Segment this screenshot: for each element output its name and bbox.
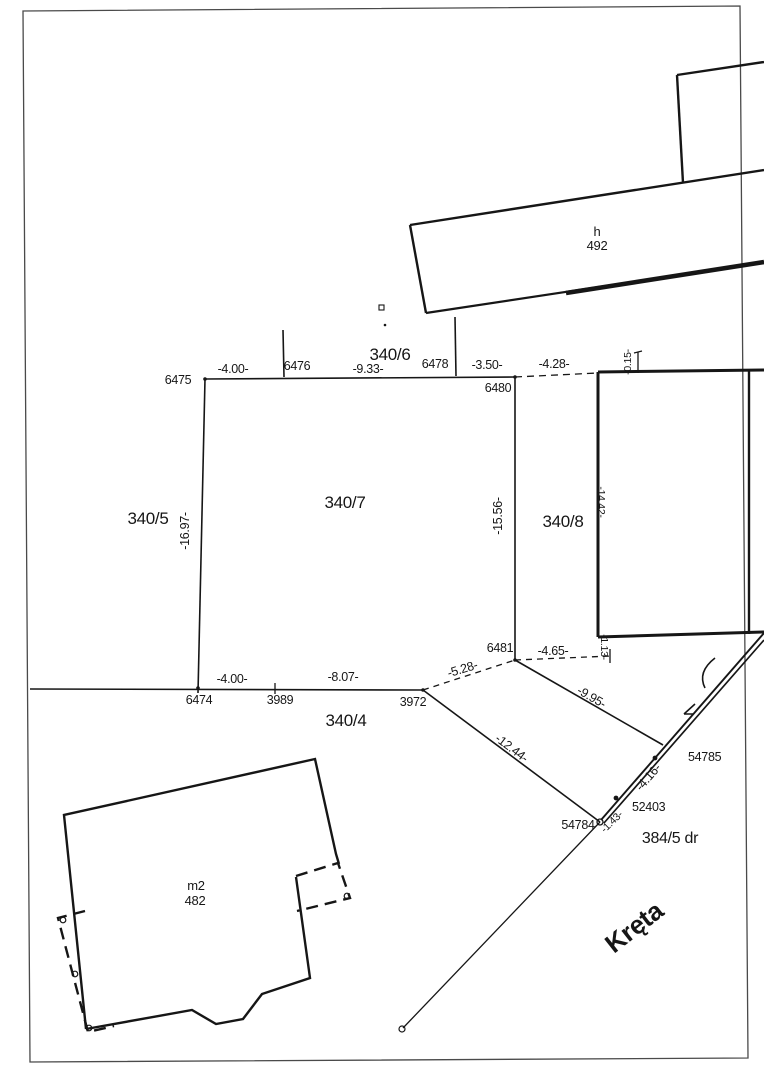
- survey-dot-mark: [384, 324, 387, 327]
- boundary-junction-dots: [196, 375, 517, 692]
- point-label-54785: 54785: [688, 750, 722, 764]
- point-label-6481: 6481: [486, 641, 514, 655]
- road-edge-upper: [601, 633, 764, 820]
- building-492-left-edge: [410, 225, 426, 313]
- dim-9-33: -9.33-: [352, 362, 384, 376]
- dim-16-97: -16.97-: [178, 512, 192, 550]
- road-end-node: [399, 1026, 405, 1032]
- building-right-group: [598, 370, 764, 637]
- building-482-annex-left-dashed: [58, 911, 114, 1032]
- building-482-label-m2: m2: [187, 878, 205, 893]
- point-marker-6475: [203, 377, 207, 381]
- point-label-3989: 3989: [266, 693, 294, 707]
- point-marker-6481: [513, 658, 517, 662]
- point-marker-6474: [196, 686, 200, 690]
- point-label-6478: 6478: [421, 357, 449, 371]
- dim-4-65: -4.65-: [537, 644, 569, 658]
- boundary-428-dashed: [515, 373, 598, 377]
- parcel-label-340-4: 340/4: [325, 711, 367, 730]
- dim-9-95: -9.95-: [574, 683, 609, 711]
- dim-14-42: -14.42-: [595, 486, 607, 518]
- dim-3-50: -3.50-: [471, 358, 503, 372]
- dim-15-56: -15.56-: [491, 497, 505, 535]
- curve-start-symbol: [703, 658, 715, 688]
- point-marker-6480: [513, 375, 517, 379]
- point-label-6474: 6474: [185, 693, 213, 707]
- building-492-label-number: 492: [586, 238, 608, 253]
- dim-4-00-bottom: -4.00-: [216, 672, 248, 686]
- boundary-340-4-bottom: [30, 689, 423, 690]
- survey-square-mark: [379, 305, 384, 310]
- parcel-label-384-5-dr: 384/5 dr: [641, 830, 699, 847]
- building-482-label-number: 482: [184, 893, 206, 908]
- road-edge-lower: [604, 640, 764, 823]
- dim-5-28: -5.28-: [445, 657, 480, 681]
- dim-1-13: -1.13-: [598, 634, 610, 660]
- building-492-label-h: h: [593, 224, 601, 239]
- parcel-label-340-7: 340/7: [324, 493, 366, 512]
- dim-4-00-top: -4.00-: [217, 362, 249, 376]
- parcel-boundaries: [30, 317, 663, 822]
- building-492-top-edge: [410, 170, 764, 225]
- building-right-bottom-edge: [598, 632, 764, 637]
- dim-8-07: -8.07-: [327, 670, 359, 684]
- dim-12-44: -12.44-: [492, 731, 531, 766]
- street-name-kreta: Kręta: [599, 895, 669, 959]
- tick-6478: [455, 317, 456, 376]
- building-upper-top-edge: [677, 62, 764, 75]
- annex-corner-nodes: [60, 893, 350, 1031]
- parcel-label-340-5: 340/5: [127, 509, 169, 528]
- point-marker-54785: [653, 756, 658, 761]
- parcel-label-340-6: 340/6: [369, 345, 411, 364]
- point-marker-52403: [614, 796, 619, 801]
- arrow-marker: [684, 704, 695, 714]
- point-label-52403: 52403: [632, 800, 666, 814]
- building-upper-left-edge: [677, 75, 683, 183]
- annex-node-left-top: [60, 917, 66, 923]
- parcel-label-340-8: 340/8: [542, 512, 584, 531]
- building-top-group: [410, 62, 764, 313]
- point-marker-3972: [421, 688, 425, 692]
- boundary-340-6-solid: [205, 377, 515, 379]
- building-482-annex-right-dashed: [296, 863, 350, 911]
- dim-1-43: -1.43-: [598, 808, 626, 836]
- point-label-6480: 6480: [484, 381, 512, 395]
- dim-4-16: -4.16-: [632, 761, 664, 794]
- point-label-3972: 3972: [399, 695, 427, 709]
- dim-4-28: -4.28-: [538, 357, 570, 371]
- point-label-6476: 6476: [283, 359, 311, 373]
- building-492-bottom-edge-thick: [566, 262, 764, 293]
- road-edge-continuation: [403, 822, 600, 1028]
- point-label-54784: 54784: [561, 818, 595, 832]
- point-label-6475: 6475: [164, 373, 192, 387]
- tick-015: [634, 351, 642, 373]
- boundary-340-5-340-7: [198, 379, 205, 693]
- dim-0-15: -0.15-: [622, 349, 634, 375]
